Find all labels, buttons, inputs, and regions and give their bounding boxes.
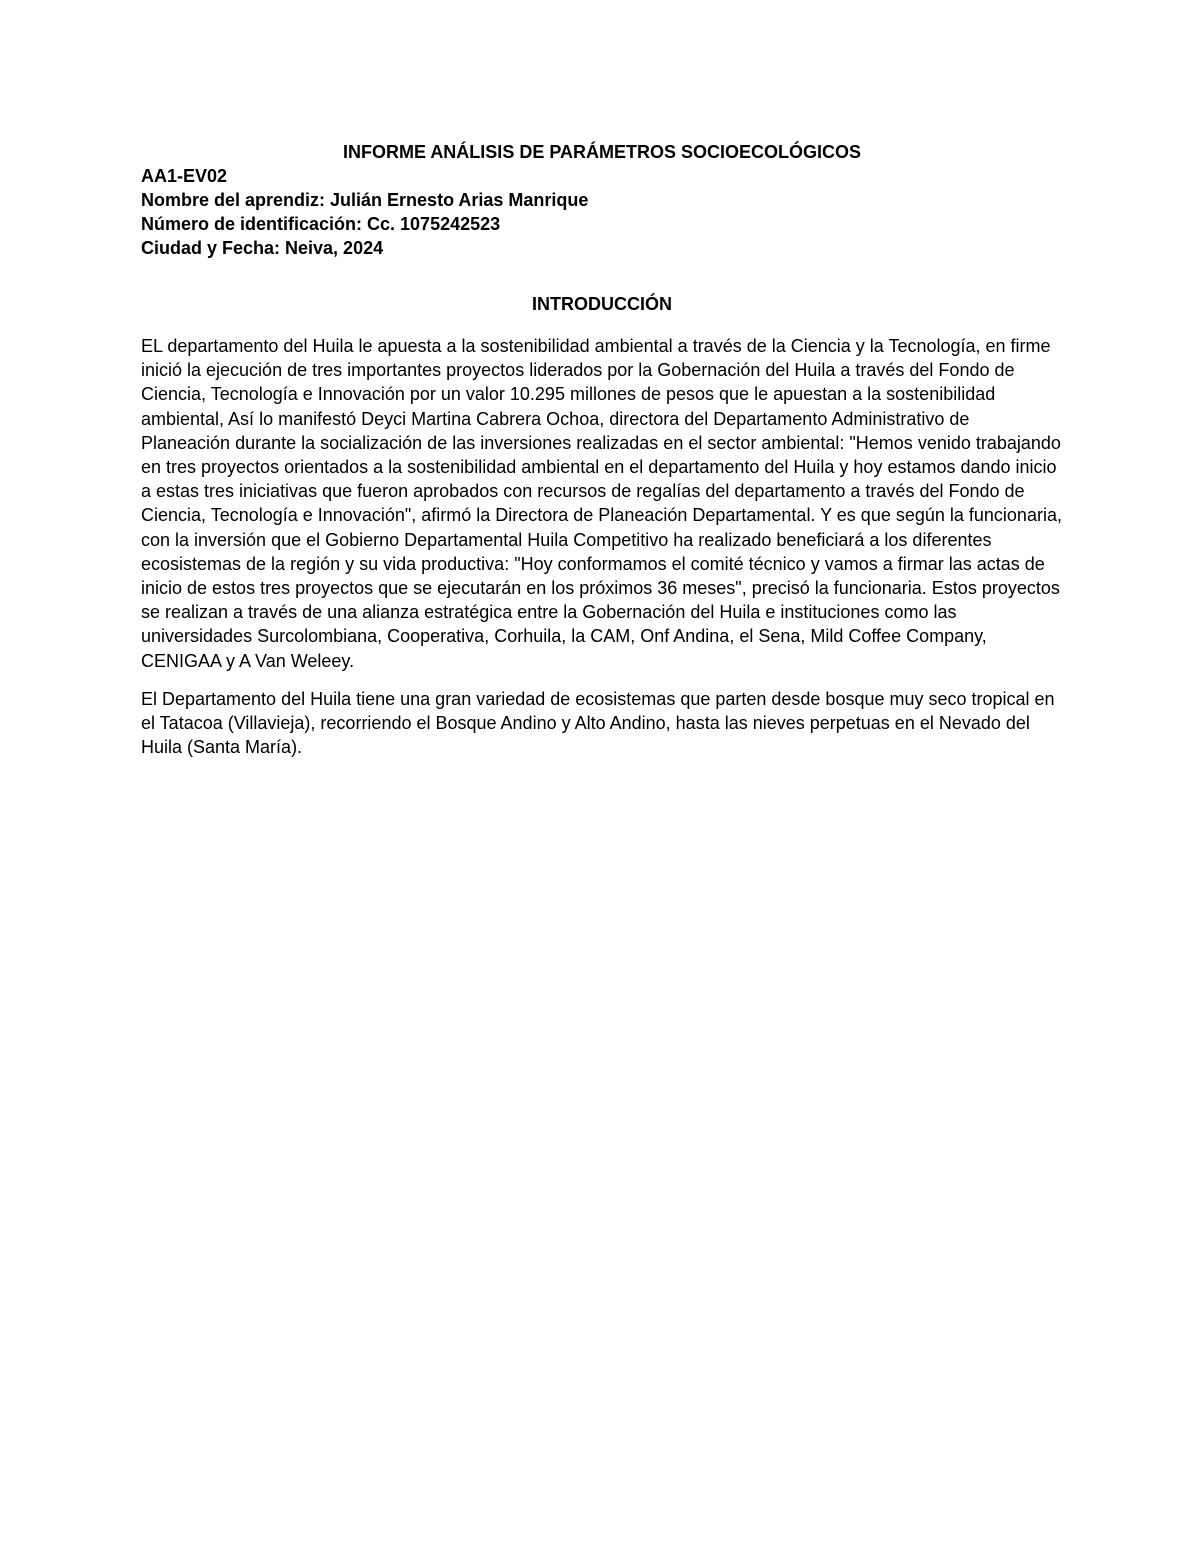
- document-title: INFORME ANÁLISIS DE PARÁMETROS SOCIOECOLÓGICOS: [342, 142, 862, 162]
- section-heading-introduction: INTRODUCCIÓN: [532, 294, 672, 314]
- document-metadata: [141, 164, 1063, 260]
- body-paragraph: El Departamento del Huila tiene una gran variedad de ecosistemas que parten desde bosque muy seco tropical en el Tatacoa (Villavieja), recorriendo el Bosque Andino y Alto Andino, hasta las nieves perpetuas en el Nevado del Huila (Santa María).: [141, 688, 1055, 758]
- body-paragraph: EL departamento del Huila le apuesta a la sostenibilidad ambiental a través de la Ciencia y la Tecnología, en firme inició la ejecución de tres importantes proyectos liderados por la Gobernación del Huila a través del Fondo de Ciencia, Tecnología e Innovación por un valor 10.295 millones de pesos que le apuestan a la sostenibilidad ambiental, Así lo manifestó Deyci Martina Cabrera Ochoa, directora del Departamento Administrativo de Planeación durante la socialización de las inversiones realizadas en el sector ambiental: "Hemos venido trabajando en tres proyectos orientados a la sostenibilidad ambiental en el departamento del Huila y hoy estamos dando inicio a estas tres iniciativas que fueron aprobados con recursos de regalías del departamento a través del Fondo de Ciencia, Tecnología e Innovación", afirmó la Directora de Planeación Departamental. Y es que según la funcionaria, con la inversión que el Gobierno Departamental Huila Competitivo ha realizado beneficiará a los diferentes ecosistemas de la región y su vida productiva: "Hoy conformamos el comité técnico y vamos a firmar las actas de inicio de estos tres proyectos que se ejecutarán en los próximos 36 meses", precisó la funcionaria. Estos proyectos se realizan a través de una alianza estratégica entre la Gobernación del Huila e instituciones como las universidades Surcolombiana, Cooperativa, Corhuila, la CAM, Onf Andina, el Sena, Mild Coffee Company, CENIGAA y A Van Weleey.: [141, 336, 1062, 671]
- activity-code: AA1-EV02: [141, 166, 228, 186]
- learner-name: Nombre del aprendiz: Julián Ernesto Arias Manrique: [141, 190, 589, 210]
- identification-number: Número de identificación: Cc. 1075242523: [141, 214, 501, 234]
- city-and-date: Ciudad y Fecha: Neiva, 2024: [141, 238, 384, 258]
- document-content: [141, 140, 1063, 773]
